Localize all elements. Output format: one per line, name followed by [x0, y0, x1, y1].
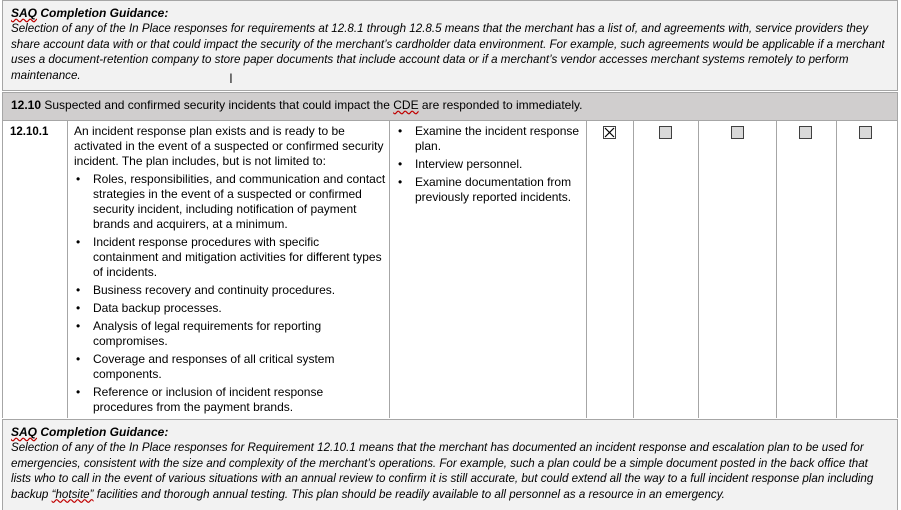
column-divider [389, 121, 390, 418]
testing-procedure: • Examine the incident response plan. [415, 124, 600, 154]
requirement-bullet: • Data backup processes. [93, 301, 386, 316]
checkbox-not-tested[interactable] [799, 126, 812, 139]
requirement-bullet: • Business recovery and continuity procedures. [93, 283, 386, 298]
guidance-title-rest: Completion Guidance: [37, 6, 169, 20]
guidance-body [11, 440, 889, 502]
column-divider [698, 121, 699, 418]
column-divider [776, 121, 777, 418]
requirement-intro: An incident response plan exists and is ready to be activated in the event of a suspected or confirmed security incident. The plan includes, but is not limited to: [74, 124, 384, 168]
column-divider [67, 121, 68, 418]
testing-procedure: • Interview personnel. [415, 157, 600, 172]
saq-guidance-top [2, 0, 898, 91]
requirement-bullets [74, 172, 386, 415]
checkbox-not-applicable[interactable] [731, 126, 744, 139]
guidance-title-rest: Completion Guidance: [37, 425, 169, 439]
section-cde: CDE [393, 98, 419, 112]
guidance-body-part2: facilities and thorough annual testing. This plan should be readily available to all personnel as a resource in an emergency. [93, 487, 725, 501]
section-text-before: Suspected and confirmed security incidents that could impact the [41, 98, 394, 112]
requirement-bullet: • Analysis of legal requirements for reporting compromises. [93, 319, 386, 349]
requirement-bullet: • Incident response procedures with specific containment and mitigation activities for different types of incidents. [93, 235, 386, 280]
testing-procedures [396, 124, 600, 208]
guidance-title [11, 424, 889, 440]
requirement-bullet: • Roles, responsibilities, and communication and contact strategies in the event of a suspected or confirmed security incident, including notification of payment brands and acquirers, at a minimum. [93, 172, 386, 232]
checkbox-in-place-ccw[interactable] [659, 126, 672, 139]
guidance-body: Selection of any of the In Place responses for requirements at 12.8.1 through 12.8.5 means that the merchant has a list of, and agreements with, service providers they share account data with or that could impact the security of the merchant’s cardholder data environment. For example, such agreements would be applicable if a merchant uses a document-retention company to store paper documents that include account data or if a merchant’s vendor accesses merchant systems remotely to perform maintenance. [11, 22, 885, 82]
section-header-12-10 [2, 92, 898, 121]
guidance-body-part1: Selection of any of the In Place responses for Requirement 12.10.1 means that the merchant has documented an incident response and escalation plan to be used for emergencies, consistent with the size and complexity of the merchant’s operations. For example, such a plan could be a simple document posted in the back office that lists who to call in the event of various situations with an annual review to confirm it is still accurate, but could extend all the way to a full incident response plan including backup [11, 441, 874, 501]
checkbox-not-in-place[interactable] [859, 126, 872, 139]
section-number: 12.10 [11, 98, 42, 112]
guidance-title [11, 5, 889, 21]
checkbox-in-place[interactable] [603, 126, 616, 139]
requirement-id: 12.10.1 [10, 126, 49, 138]
section-text-after: are responded to immediately. [418, 98, 583, 112]
guidance-title-saq: SAQ [11, 425, 38, 439]
column-divider [836, 121, 837, 418]
guidance-hotsite: “hotsite” [51, 487, 94, 501]
testing-procedure: • Examine documentation from previously reported incidents. [415, 175, 600, 205]
requirement-bullet: • Reference or inclusion of incident response procedures from the payment brands. [93, 385, 386, 415]
saq-guidance-bottom [2, 419, 898, 510]
column-divider [633, 121, 634, 418]
guidance-title-saq: SAQ [11, 6, 38, 20]
text-cursor-icon: I [229, 70, 233, 86]
requirement-text [74, 124, 386, 418]
requirement-bullet: • Coverage and responses of all critical system components. [93, 352, 386, 382]
checkmark-x-icon [604, 127, 615, 138]
